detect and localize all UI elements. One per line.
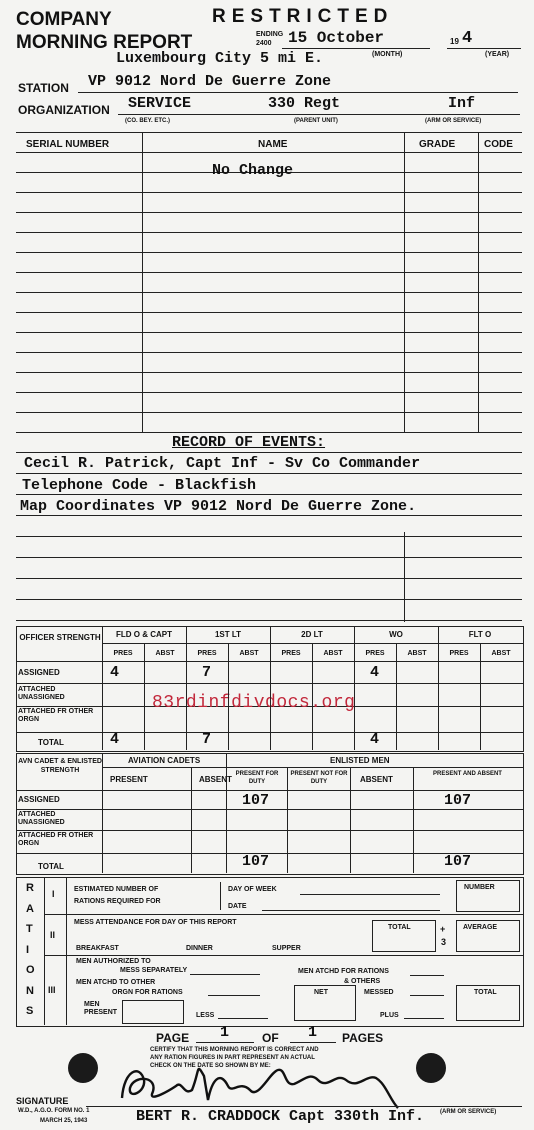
ending-label: ENDING bbox=[256, 31, 284, 38]
cadets-absent: ABSENT bbox=[199, 775, 232, 784]
date-label: DATE bbox=[228, 903, 247, 910]
total-pfd: 107 bbox=[242, 853, 270, 870]
roster-top-rule bbox=[16, 132, 522, 133]
col-grade: GRADE bbox=[419, 139, 456, 150]
col-serial: SERIAL NUMBER bbox=[26, 139, 110, 150]
org-value: SERVICE bbox=[128, 95, 192, 112]
est-line-2: RATIONS REQUIRED FOR bbox=[74, 898, 161, 905]
events-row-rule bbox=[16, 473, 522, 474]
officer-pres-header: PRES bbox=[197, 650, 217, 657]
event-line-3: Map Coordinates VP 9012 Nord De Guerre Zone. bbox=[20, 498, 417, 515]
roster-row-rule bbox=[16, 332, 522, 333]
pfd-header: PRESENT FOR DUTY bbox=[235, 771, 279, 785]
rations-letter: I bbox=[26, 943, 30, 956]
orgn-rations-label: ORGN FOR RATIONS bbox=[112, 989, 183, 996]
station-label: STATION bbox=[18, 81, 69, 95]
rations-letter: T bbox=[26, 923, 33, 935]
month-label: (MONTH) bbox=[372, 51, 403, 58]
officer-row-attached-unassigned: ATTACHED UNASSIGNED bbox=[18, 686, 65, 701]
rations-sec-3: III bbox=[48, 985, 56, 995]
pnfd-header: PRESENT NOT FOR DUTY bbox=[290, 771, 348, 785]
officer-subcolumn-rule bbox=[144, 643, 145, 750]
pages-total: 1 bbox=[308, 1024, 318, 1041]
officer-group-header: 2D LT bbox=[301, 630, 323, 639]
roster-row-rule bbox=[16, 212, 522, 213]
assigned-fld-capt: 4 bbox=[110, 664, 120, 681]
certify-line-2: ANY RATION FIGURES IN PART REPRESENT AN ACTUAL bbox=[150, 1055, 315, 1061]
event-line-2: Telephone Code - Blackfish bbox=[22, 477, 257, 494]
page-number: 1 bbox=[220, 1024, 230, 1041]
officer-abst-header: ABST bbox=[491, 650, 511, 657]
enlisted-row-assigned: ASSIGNED bbox=[18, 795, 60, 804]
pa-header: PRESENT AND ABSENT bbox=[433, 771, 502, 777]
enlisted-men-header: ENLISTED MEN bbox=[330, 756, 390, 765]
officer-subcolumn-rule bbox=[312, 643, 313, 750]
officer-row-assigned: ASSIGNED bbox=[18, 668, 60, 677]
roster-row-rule bbox=[16, 412, 522, 413]
rations-sec-2: II bbox=[50, 930, 56, 940]
ending-time: 2400 bbox=[256, 40, 272, 47]
officer-pres-header: PRES bbox=[113, 650, 133, 657]
page-label: PAGE bbox=[156, 1031, 190, 1045]
roster-row-rule bbox=[16, 372, 522, 373]
signature-label: SIGNATURE bbox=[16, 1096, 69, 1106]
officer-group-rule bbox=[270, 626, 271, 750]
roster-row-rule bbox=[16, 272, 522, 273]
rations-letter: R bbox=[26, 882, 34, 894]
total2-label: TOTAL bbox=[474, 989, 497, 996]
arm-value: Inf bbox=[448, 95, 476, 112]
day-of-week-label: DAY OF WEEK bbox=[228, 886, 277, 893]
assigned-wo: 4 bbox=[370, 664, 380, 681]
rations-letter: S bbox=[26, 1005, 34, 1017]
mess-attendance-label: MESS ATTENDANCE FOR DAY OF THIS REPORT bbox=[74, 919, 237, 926]
events-row-rule bbox=[16, 515, 522, 516]
rations-letter: O bbox=[26, 964, 35, 976]
location-line: Luxembourg City 5 mi E. bbox=[116, 50, 324, 67]
officer-row-total: TOTAL bbox=[38, 738, 64, 747]
plus-label: PLUS bbox=[380, 1012, 399, 1019]
officer-group-header: 1ST LT bbox=[214, 630, 242, 639]
org-label: ORGANIZATION bbox=[18, 103, 110, 117]
arm-service-label: (ARM OR SERVICE) bbox=[440, 1109, 497, 1115]
roster-row-rule bbox=[16, 232, 522, 233]
parent-unit: 330 Regt bbox=[268, 95, 341, 112]
company-heading: COMPANY bbox=[16, 9, 112, 30]
assigned-pa: 107 bbox=[444, 792, 472, 809]
parent-sub: (PARENT UNIT) bbox=[294, 118, 338, 124]
form-line-1: W.D., A.G.O. FORM NO. 1 bbox=[18, 1108, 90, 1114]
form-line-2: MARCH 25, 1943 bbox=[40, 1118, 88, 1124]
officer-group-header: WO bbox=[389, 630, 403, 639]
officer-group-rule bbox=[438, 626, 439, 750]
enlisted-absent: ABSENT bbox=[360, 775, 393, 784]
enlisted-row-attached-unassigned: ATTACHED UNASSIGNED bbox=[18, 811, 65, 826]
roster-column-rule bbox=[142, 132, 143, 432]
roster-row-rule bbox=[16, 312, 522, 313]
officer-abst-header: ABST bbox=[155, 650, 175, 657]
total-wo: 4 bbox=[370, 731, 380, 748]
events-row-rule bbox=[16, 536, 522, 537]
officer-group-header: FLD O & CAPT bbox=[116, 630, 172, 639]
events-title: RECORD OF EVENTS: bbox=[172, 434, 326, 451]
atchd-for-rations-label: MEN ATCHD FOR RATIONS bbox=[298, 968, 389, 975]
plus-sign: + bbox=[440, 924, 446, 934]
events-row-rule bbox=[16, 599, 522, 600]
officer-abst-header: ABST bbox=[407, 650, 427, 657]
report-heading: MORNING REPORT bbox=[16, 32, 193, 53]
aviation-cadets-header: AVIATION CADETS bbox=[128, 756, 201, 765]
rations-sec-1: I bbox=[52, 889, 55, 899]
col-name: NAME bbox=[258, 139, 288, 150]
signer-name: BERT R. CRADDOCK Capt 330th Inf. bbox=[136, 1108, 425, 1125]
enlisted-row-attached-other: ATTACHED FR OTHER ORGN bbox=[18, 832, 94, 847]
officer-abst-header: ABST bbox=[323, 650, 343, 657]
enlisted-row-total: TOTAL bbox=[38, 862, 64, 871]
roster-row-rule bbox=[16, 352, 522, 353]
rations-letter: A bbox=[26, 902, 34, 915]
officer-group-rule bbox=[354, 626, 355, 750]
officer-subcolumn-rule bbox=[228, 643, 229, 750]
events-row-rule bbox=[16, 452, 522, 453]
dinner-label: DINNER bbox=[186, 945, 213, 952]
arm-sub: (ARM OR SERVICE) bbox=[425, 118, 482, 124]
watermark: 83rdinfdivdocs.org bbox=[152, 693, 356, 713]
year-prefix: 19 bbox=[450, 37, 459, 46]
certify-line-1: CERTIFY THAT THIS MORNING REPORT IS CORRECT AND bbox=[150, 1047, 319, 1053]
punch-hole-left bbox=[68, 1053, 98, 1083]
officer-corner: OFFICER STRENGTH bbox=[19, 633, 101, 642]
officer-subcolumn-rule bbox=[480, 643, 481, 750]
officer-abst-header: ABST bbox=[239, 650, 259, 657]
officer-subcolumn-rule bbox=[396, 643, 397, 750]
events-row-rule bbox=[16, 578, 522, 579]
events-row-rule bbox=[16, 494, 522, 495]
restricted-stamp: RESTRICTED bbox=[212, 6, 394, 27]
roster-row-rule bbox=[16, 392, 522, 393]
supper-label: SUPPER bbox=[272, 945, 301, 952]
officer-group-rule bbox=[186, 626, 187, 750]
report-date: 15 October bbox=[288, 29, 385, 47]
officer-group-header: FLT O bbox=[468, 630, 492, 639]
assigned-1st-lt: 7 bbox=[202, 664, 212, 681]
roster-column-rule bbox=[478, 132, 479, 432]
total-fld-capt: 4 bbox=[110, 731, 120, 748]
total-1st-lt: 7 bbox=[202, 731, 212, 748]
col-code: CODE bbox=[484, 139, 513, 150]
net-label: NET bbox=[314, 989, 328, 996]
officer-pres-header: PRES bbox=[281, 650, 301, 657]
events-row-rule bbox=[16, 557, 522, 558]
roster-header-rule bbox=[16, 152, 522, 153]
others-label: & OTHERS bbox=[344, 978, 381, 985]
total-label: TOTAL bbox=[388, 924, 411, 931]
org-sub: (CO. BEY. ETC.) bbox=[125, 118, 171, 124]
roster-row-rule bbox=[16, 432, 522, 433]
events-row-rule bbox=[16, 620, 522, 621]
station-value: VP 9012 Nord De Guerre Zone bbox=[88, 73, 332, 90]
atchd-other-label: MEN ATCHD TO OTHER bbox=[76, 979, 156, 986]
auth-line-1: MEN AUTHORIZED TO bbox=[76, 958, 151, 965]
pages-label: PAGES bbox=[342, 1031, 384, 1045]
rations-letter: N bbox=[26, 984, 34, 997]
punch-hole-right bbox=[416, 1053, 446, 1083]
breakfast-label: BREAKFAST bbox=[76, 945, 119, 952]
certify-line-3: CHECK ON THE DATE SO SHOWN BY ME: bbox=[150, 1063, 271, 1069]
auth-line-2: MESS SEPARATELY bbox=[120, 967, 188, 974]
roster-row-rule bbox=[16, 252, 522, 253]
events-column-rule bbox=[404, 532, 405, 622]
less-label: LESS bbox=[196, 1012, 215, 1019]
assigned-pfd: 107 bbox=[242, 792, 270, 809]
roster-row-rule bbox=[16, 192, 522, 193]
enlisted-corner: AVN CADET & ENLISTED STRENGTH bbox=[18, 758, 102, 774]
officer-row-attached-other: ATTACHED FR OTHER ORGN bbox=[18, 708, 94, 723]
number-label: NUMBER bbox=[464, 884, 495, 891]
messed-label: MESSED bbox=[364, 989, 394, 996]
est-line-1: ESTIMATED NUMBER OF bbox=[74, 886, 159, 893]
year-digit: 4 bbox=[462, 29, 473, 48]
roster-row-rule bbox=[16, 292, 522, 293]
average-label: AVERAGE bbox=[463, 924, 498, 931]
cadets-present: PRESENT bbox=[110, 775, 148, 784]
officer-pres-header: PRES bbox=[365, 650, 385, 657]
men-present-label: MEN PRESENT bbox=[84, 1001, 118, 1016]
total-pa: 107 bbox=[444, 853, 472, 870]
roster-entry: No Change bbox=[212, 162, 294, 179]
signature-scribble bbox=[100, 1050, 420, 1112]
roster-column-rule bbox=[404, 132, 405, 432]
event-line-1: Cecil R. Patrick, Capt Inf - Sv Co Commander bbox=[24, 455, 421, 472]
year-label: (YEAR) bbox=[485, 51, 510, 58]
divide-three: 3 bbox=[441, 937, 447, 947]
of-label: OF bbox=[262, 1031, 279, 1045]
officer-pres-header: PRES bbox=[449, 650, 469, 657]
